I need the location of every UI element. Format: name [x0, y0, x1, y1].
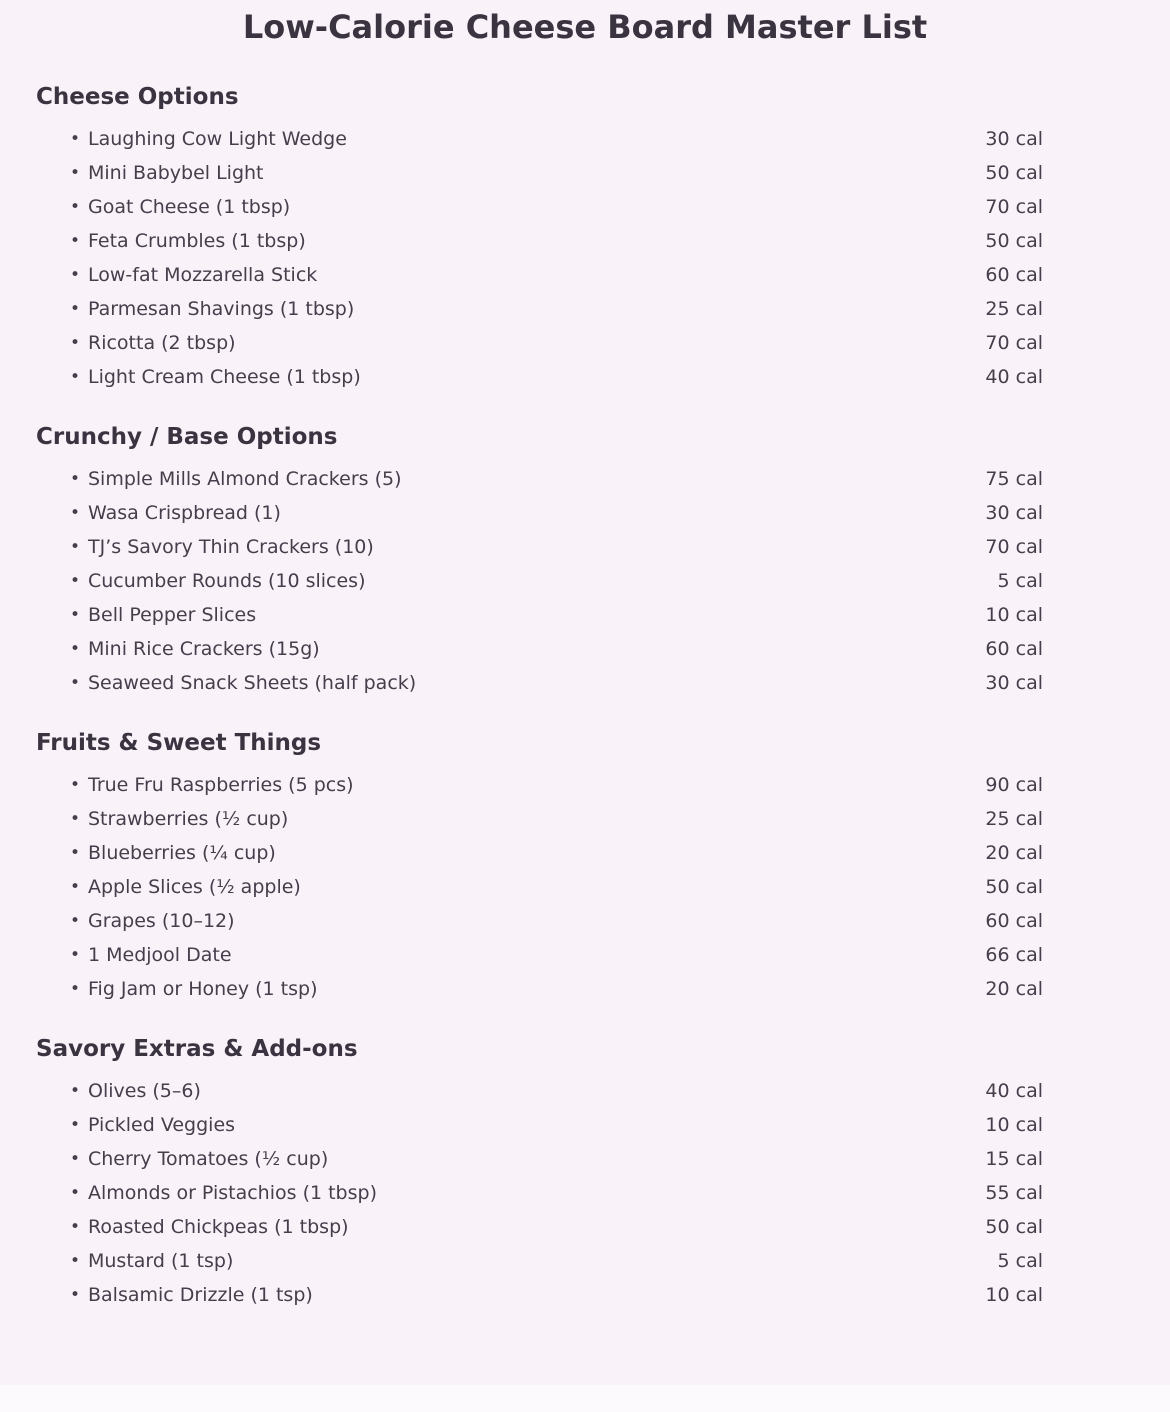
item-calories: 10 cal [985, 1284, 1043, 1306]
item-calories: 60 cal [985, 638, 1043, 660]
section-item-list [0, 122, 1170, 394]
list-item [0, 904, 1170, 938]
item-calories: 70 cal [985, 536, 1043, 558]
item-label: 1 Medjool Date [88, 944, 232, 966]
list-item [0, 632, 1170, 666]
item-calories: 90 cal [985, 774, 1043, 796]
section-heading: Fruits & Sweet Things [36, 730, 322, 756]
bullet-icon: • [70, 299, 81, 319]
list-item [0, 530, 1170, 564]
list-item [0, 496, 1170, 530]
list-item [0, 1142, 1170, 1176]
item-calories: 10 cal [985, 1114, 1043, 1136]
bullet-icon: • [70, 877, 81, 897]
item-calories: 20 cal [985, 978, 1043, 1000]
list-section-3 [0, 728, 1170, 1006]
item-calories: 70 cal [985, 332, 1043, 354]
section-item-list [0, 462, 1170, 700]
list-item [0, 258, 1170, 292]
item-label: Strawberries (½ cup) [88, 808, 289, 830]
item-label: Ricotta (2 tbsp) [88, 332, 236, 354]
bullet-icon: • [70, 1115, 81, 1135]
item-calories: 60 cal [985, 264, 1043, 286]
page-title: Low-Calorie Cheese Board Master List [242, 8, 928, 46]
bullet-icon: • [70, 639, 81, 659]
list-item [0, 1108, 1170, 1142]
bullet-icon: • [70, 911, 81, 931]
bullet-icon: • [70, 979, 81, 999]
list-item [0, 870, 1170, 904]
item-label: Laughing Cow Light Wedge [88, 128, 347, 150]
bullet-icon: • [70, 605, 81, 625]
bullet-icon: • [70, 333, 81, 353]
item-calories: 25 cal [985, 808, 1043, 830]
list-item [0, 1074, 1170, 1108]
item-label: Balsamic Drizzle (1 tsp) [88, 1284, 313, 1306]
section-heading: Crunchy / Base Options [36, 424, 338, 450]
item-label: Almonds or Pistachios (1 tbsp) [88, 1182, 377, 1204]
bullet-icon: • [70, 469, 81, 489]
item-calories: 60 cal [985, 910, 1043, 932]
item-label: Wasa Crispbread (1) [88, 502, 281, 524]
bullet-icon: • [70, 1285, 81, 1305]
list-item [0, 326, 1170, 360]
bullet-icon: • [70, 1217, 81, 1237]
list-item [0, 1244, 1170, 1278]
bullet-icon: • [70, 1251, 81, 1271]
section-item-list [0, 1074, 1170, 1312]
item-label: Roasted Chickpeas (1 tbsp) [88, 1216, 349, 1238]
item-label: Mini Rice Crackers (15g) [88, 638, 320, 660]
item-calories: 40 cal [985, 1080, 1043, 1102]
list-section-4 [0, 1034, 1170, 1312]
item-calories: 25 cal [985, 298, 1043, 320]
item-label: Mini Babybel Light [88, 162, 264, 184]
item-label: Simple Mills Almond Crackers (5) [88, 468, 402, 490]
item-label: Apple Slices (½ apple) [88, 876, 301, 898]
bullet-icon: • [70, 945, 81, 965]
bullet-icon: • [70, 367, 81, 387]
item-calories: 30 cal [985, 128, 1043, 150]
list-item [0, 156, 1170, 190]
item-label: Grapes (10–12) [88, 910, 235, 932]
list-item [0, 938, 1170, 972]
bullet-icon: • [70, 1081, 81, 1101]
list-item [0, 768, 1170, 802]
item-calories: 15 cal [985, 1148, 1043, 1170]
section-item-list [0, 768, 1170, 1006]
section-heading: Savory Extras & Add-ons [36, 1036, 358, 1062]
item-label: Olives (5–6) [88, 1080, 201, 1102]
list-item [0, 1278, 1170, 1312]
bullet-icon: • [70, 163, 81, 183]
item-calories: 10 cal [985, 604, 1043, 626]
list-item [0, 598, 1170, 632]
bullet-icon: • [70, 1149, 81, 1169]
list-section-2 [0, 422, 1170, 700]
item-label: Light Cream Cheese (1 tbsp) [88, 366, 361, 388]
item-calories: 30 cal [985, 502, 1043, 524]
item-calories: 50 cal [985, 876, 1043, 898]
list-item [0, 1176, 1170, 1210]
list-item [0, 564, 1170, 598]
list-item [0, 836, 1170, 870]
section-heading: Cheese Options [36, 84, 239, 110]
item-label: Seaweed Snack Sheets (half pack) [88, 672, 417, 694]
item-label: True Fru Raspberries (5 pcs) [88, 774, 354, 796]
item-calories: 75 cal [985, 468, 1043, 490]
item-calories: 5 cal [997, 570, 1043, 592]
item-label: Fig Jam or Honey (1 tsp) [88, 978, 318, 1000]
item-label: Parmesan Shavings (1 tbsp) [88, 298, 355, 320]
item-calories: 66 cal [985, 944, 1043, 966]
item-calories: 50 cal [985, 162, 1043, 184]
bullet-icon: • [70, 571, 81, 591]
item-label: Goat Cheese (1 tbsp) [88, 196, 291, 218]
bullet-icon: • [70, 843, 81, 863]
list-item [0, 802, 1170, 836]
bullet-icon: • [70, 265, 81, 285]
bullet-icon: • [70, 1183, 81, 1203]
list-item [0, 1210, 1170, 1244]
item-label: Bell Pepper Slices [88, 604, 257, 626]
item-calories: 5 cal [997, 1250, 1043, 1272]
item-calories: 55 cal [985, 1182, 1043, 1204]
list-section-1 [0, 82, 1170, 394]
list-item [0, 360, 1170, 394]
item-calories: 20 cal [985, 842, 1043, 864]
bullet-icon: • [70, 197, 81, 217]
list-item [0, 122, 1170, 156]
bullet-icon: • [70, 673, 81, 693]
list-item [0, 224, 1170, 258]
sections-container [0, 82, 1170, 1312]
bullet-icon: • [70, 503, 81, 523]
list-item [0, 972, 1170, 1006]
item-label: Cucumber Rounds (10 slices) [88, 570, 366, 592]
item-calories: 30 cal [985, 672, 1043, 694]
item-label: TJ’s Savory Thin Crackers (10) [88, 536, 374, 558]
page-bottom-margin [0, 1385, 1170, 1412]
item-calories: 40 cal [985, 366, 1043, 388]
item-calories: 50 cal [985, 230, 1043, 252]
list-item [0, 462, 1170, 496]
item-label: Pickled Veggies [88, 1114, 236, 1136]
item-calories: 70 cal [985, 196, 1043, 218]
item-label: Cherry Tomatoes (½ cup) [88, 1148, 329, 1170]
bullet-icon: • [70, 775, 81, 795]
item-label: Low-fat Mozzarella Stick [88, 264, 318, 286]
list-item [0, 190, 1170, 224]
bullet-icon: • [70, 231, 81, 251]
bullet-icon: • [70, 809, 81, 829]
bullet-icon: • [70, 537, 81, 557]
bullet-icon: • [70, 129, 81, 149]
item-label: Mustard (1 tsp) [88, 1250, 234, 1272]
item-calories: 50 cal [985, 1216, 1043, 1238]
list-item [0, 666, 1170, 700]
item-label: Blueberries (¼ cup) [88, 842, 276, 864]
item-label: Feta Crumbles (1 tbsp) [88, 230, 306, 252]
list-item [0, 292, 1170, 326]
